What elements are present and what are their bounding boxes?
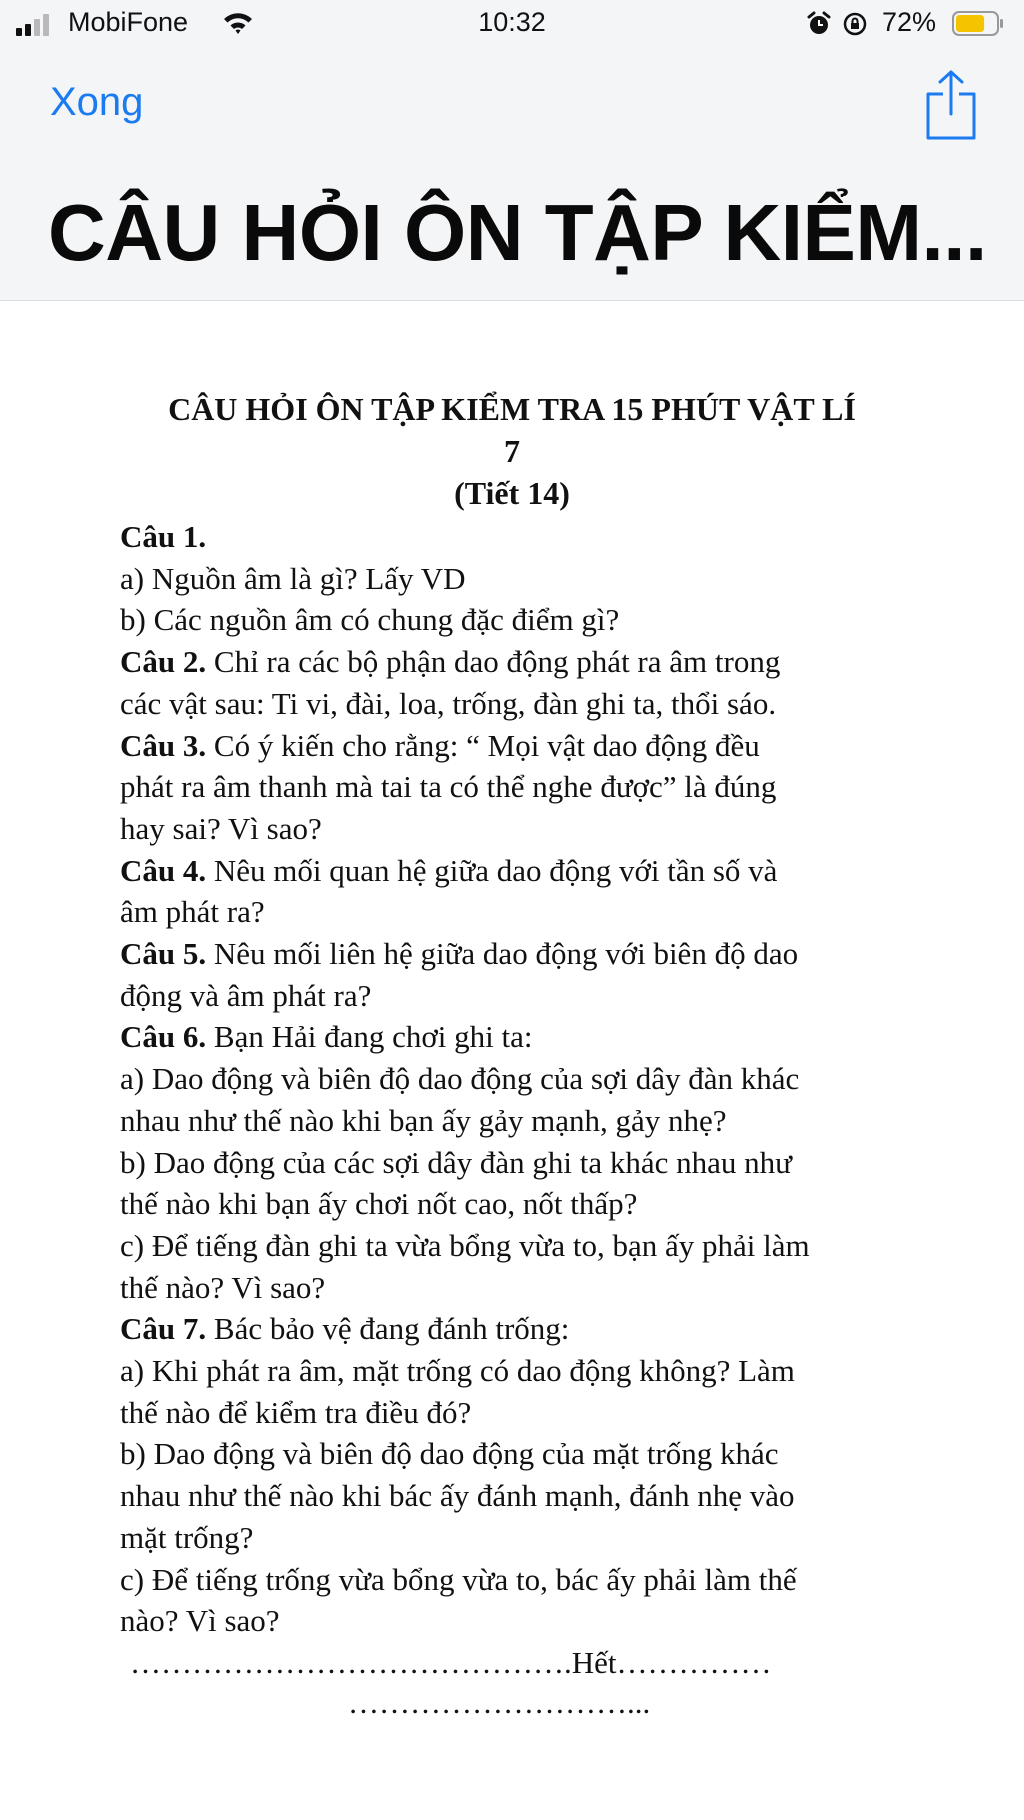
share-icon[interactable] (924, 68, 978, 142)
line-text: động và âm phát ra? (120, 977, 372, 1013)
document-line (120, 683, 920, 725)
line-text: nhau như thế nào khi bác ấy đánh mạnh, đánh nhẹ vào (120, 1478, 795, 1514)
document-heading-grade: 7 (504, 433, 520, 469)
done-button[interactable]: Xong (50, 80, 144, 124)
document-subheading: (Tiết 14) (454, 475, 570, 511)
line-text: a) Dao động và biên độ dao động của sợi dây đàn khác (120, 1061, 800, 1097)
document-line (120, 599, 920, 641)
document-line (120, 1600, 920, 1642)
battery-percent: 72% (882, 7, 937, 37)
line-text: Chỉ ra các bộ phận dao động phát ra âm trong (206, 644, 781, 680)
line-text: phát ra âm thanh mà tai ta có thể nghe được” là đúng (120, 769, 777, 805)
document-line (120, 516, 920, 558)
document-heading: CÂU HỎI ÔN TẬP KIỂM TRA 15 PHÚT VẬT LÍ (168, 391, 856, 427)
document-line (120, 1267, 920, 1309)
document-line (120, 1559, 920, 1601)
document-line (120, 1058, 920, 1100)
navigation-header (0, 0, 1024, 301)
document-line (120, 1433, 920, 1475)
document-line (120, 850, 920, 892)
question-label: Câu 1. (120, 519, 207, 554)
line-text: a) Khi phát ra âm, mặt trống có dao động không? Làm (120, 1353, 795, 1389)
document-line (120, 1392, 920, 1434)
question-label: Câu 2. (120, 644, 207, 680)
battery-icon (952, 11, 1004, 36)
question-label: Câu 4. (120, 852, 207, 888)
line-text: âm phát ra? (120, 894, 265, 930)
question-label: Câu 6. (120, 1019, 207, 1055)
page-title: CÂU HỎI ÔN TẬP KIỂM... (48, 188, 987, 277)
line-text: b) Dao động và biên độ dao động của mặt trống khác (120, 1436, 779, 1472)
line-text: nhau như thế nào khi bạn ấy gảy mạnh, gảy nhẹ? (120, 1102, 727, 1138)
line-text: thế nào khi bạn ấy chơi nốt cao, nốt thấp? (120, 1186, 638, 1222)
document-line (120, 1350, 920, 1392)
document-line (120, 1225, 920, 1267)
question-label: Câu 5. (120, 936, 207, 972)
document-line (120, 891, 920, 933)
document-line (120, 1183, 920, 1225)
line-text: thế nào để kiểm tra điều đó? (120, 1394, 472, 1430)
line-text: thế nào? Vì sao? (120, 1269, 326, 1305)
carrier-name: MobiFone (68, 7, 189, 37)
document-line (120, 1517, 920, 1559)
line-text: hay sai? Vì sao? (120, 810, 322, 846)
document-line (120, 1100, 920, 1142)
document-line (120, 766, 920, 808)
document-body (120, 516, 920, 1642)
line-text: c) Để tiếng đàn ghi ta vừa bổng vừa to, bạn ấy phải làm (120, 1227, 810, 1263)
status-bar (0, 0, 1024, 48)
document-viewer[interactable] (0, 301, 1024, 1820)
line-text: mặt trống? (120, 1519, 254, 1555)
document-line (120, 1475, 920, 1517)
line-text: b) Dao động của các sợi dây đàn ghi ta khác nhau như (120, 1144, 792, 1180)
question-label: Câu 3. (120, 727, 207, 763)
document-line (120, 933, 920, 975)
document-line (120, 1016, 920, 1058)
line-text: a) Nguồn âm là gì? Lấy VD (120, 560, 466, 596)
orientation-lock-icon (842, 11, 868, 37)
document-line (120, 1142, 920, 1184)
line-text: Có ý kiến cho rằng: “ Mọi vật dao động đều (206, 727, 760, 763)
line-text: Bác bảo vệ đang đánh trống: (206, 1311, 570, 1347)
document-line (120, 1308, 920, 1350)
status-time: 10:32 (478, 7, 546, 37)
document-line (120, 558, 920, 600)
line-text: nào? Vì sao? (120, 1603, 280, 1639)
end-marker: …………………………………….Hết…………… (130, 1645, 772, 1680)
end-dots: ………………………... (348, 1685, 651, 1720)
document-line (120, 808, 920, 850)
line-text: Bạn Hải đang chơi ghi ta: (206, 1019, 533, 1055)
document-line (120, 725, 920, 767)
document-line (120, 641, 920, 683)
line-text: b) Các nguồn âm có chung đặc điểm gì? (120, 602, 620, 638)
document-line (120, 975, 920, 1017)
line-text: Nêu mối liên hệ giữa dao động với biên độ dao (206, 936, 799, 972)
question-label: Câu 7. (120, 1311, 207, 1347)
line-text: các vật sau: Ti vi, đài, loa, trống, đàn ghi ta, thổi sáo. (120, 685, 777, 721)
alarm-icon (806, 11, 832, 37)
line-text: c) Để tiếng trống vừa bổng vừa to, bác ấy phải làm thế (120, 1561, 797, 1597)
line-text: Nêu mối quan hệ giữa dao động với tần số và (206, 852, 778, 888)
